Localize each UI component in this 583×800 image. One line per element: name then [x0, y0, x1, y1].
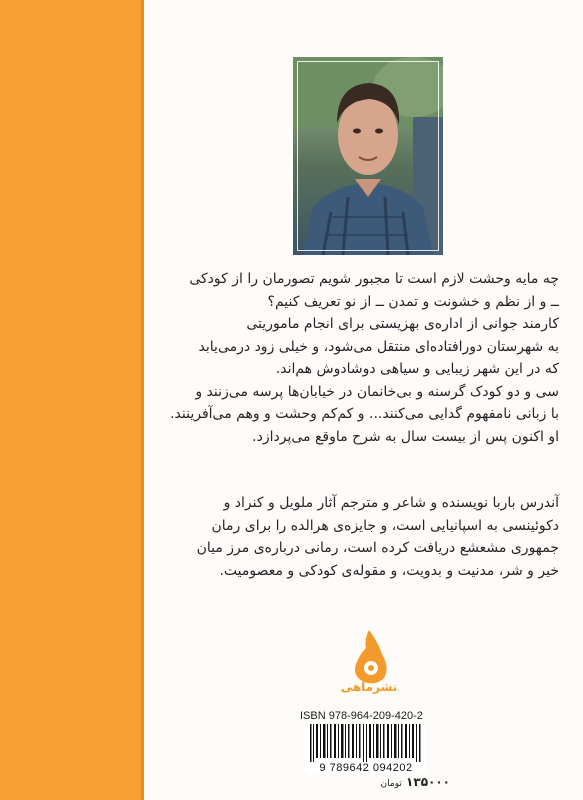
description-line: ــ و از نظم و خشونت و تمدن ــ از نو تعریف کنیم؟ — [267, 293, 559, 310]
description-line: به شهرستان دورافتاده‌ای منتقل می‌شود، و خیلی زود درمی‌یابد — [198, 338, 559, 355]
bio-line: دکوئینسی به اسپانیایی است، و جایزه‌ی هرالده را برای رمان — [211, 517, 559, 534]
barcode — [306, 724, 426, 774]
author-photo — [293, 57, 443, 255]
description-line: او اکنون پس از بیست سال به شرح ماوقع می‌پردازد. — [252, 428, 559, 445]
publisher-name: نشرماهی — [340, 680, 398, 694]
description-line: کارمند جوانی از اداره‌ی بهزیستی برای انجام ماموریتی — [246, 316, 559, 332]
barcode-number: 9 789642 094202 — [319, 762, 413, 774]
price — [330, 775, 450, 789]
isbn: ISBN 978-964-209-420-2 — [300, 710, 423, 722]
description-line: چه مایه وحشت لازم است تا مجبور شویم تصورمان را از کودکی — [189, 271, 559, 287]
book-description — [166, 268, 559, 448]
barcode-bars — [306, 724, 426, 762]
description-line: با زبانی نامفهوم گدایی می‌کنند... و کم‌کم وحشت و وهم می‌آفرینند. — [170, 406, 559, 422]
description-line: که در این شهر زیبایی و سیاهی دوشادوش هم‌اند. — [275, 361, 559, 377]
price-amount: ۱۳۵۰۰۰ — [406, 775, 450, 789]
bio-line: جمهوری مشعشع دریافت کرده است، رمانی درباره‌ی مرز میان — [196, 540, 559, 556]
author-bio — [166, 492, 559, 582]
photo-frame — [297, 61, 439, 251]
spine-edge — [141, 0, 144, 800]
price-unit: تومان — [380, 779, 402, 789]
orange-spine — [0, 0, 143, 800]
description-line: سی و دو کودک گرسنه و بی‌خانمان در خیابان‌ها پرسه می‌زنند و — [195, 383, 559, 400]
bio-line: آندرس باربا نویسنده و شاعر و مترجم آثار ملویل و کنراد و — [223, 495, 559, 511]
bio-line: خیر و شر، مدنیت و بدویت، و مقوله‌ی کودکی و معصومیت. — [219, 562, 559, 579]
